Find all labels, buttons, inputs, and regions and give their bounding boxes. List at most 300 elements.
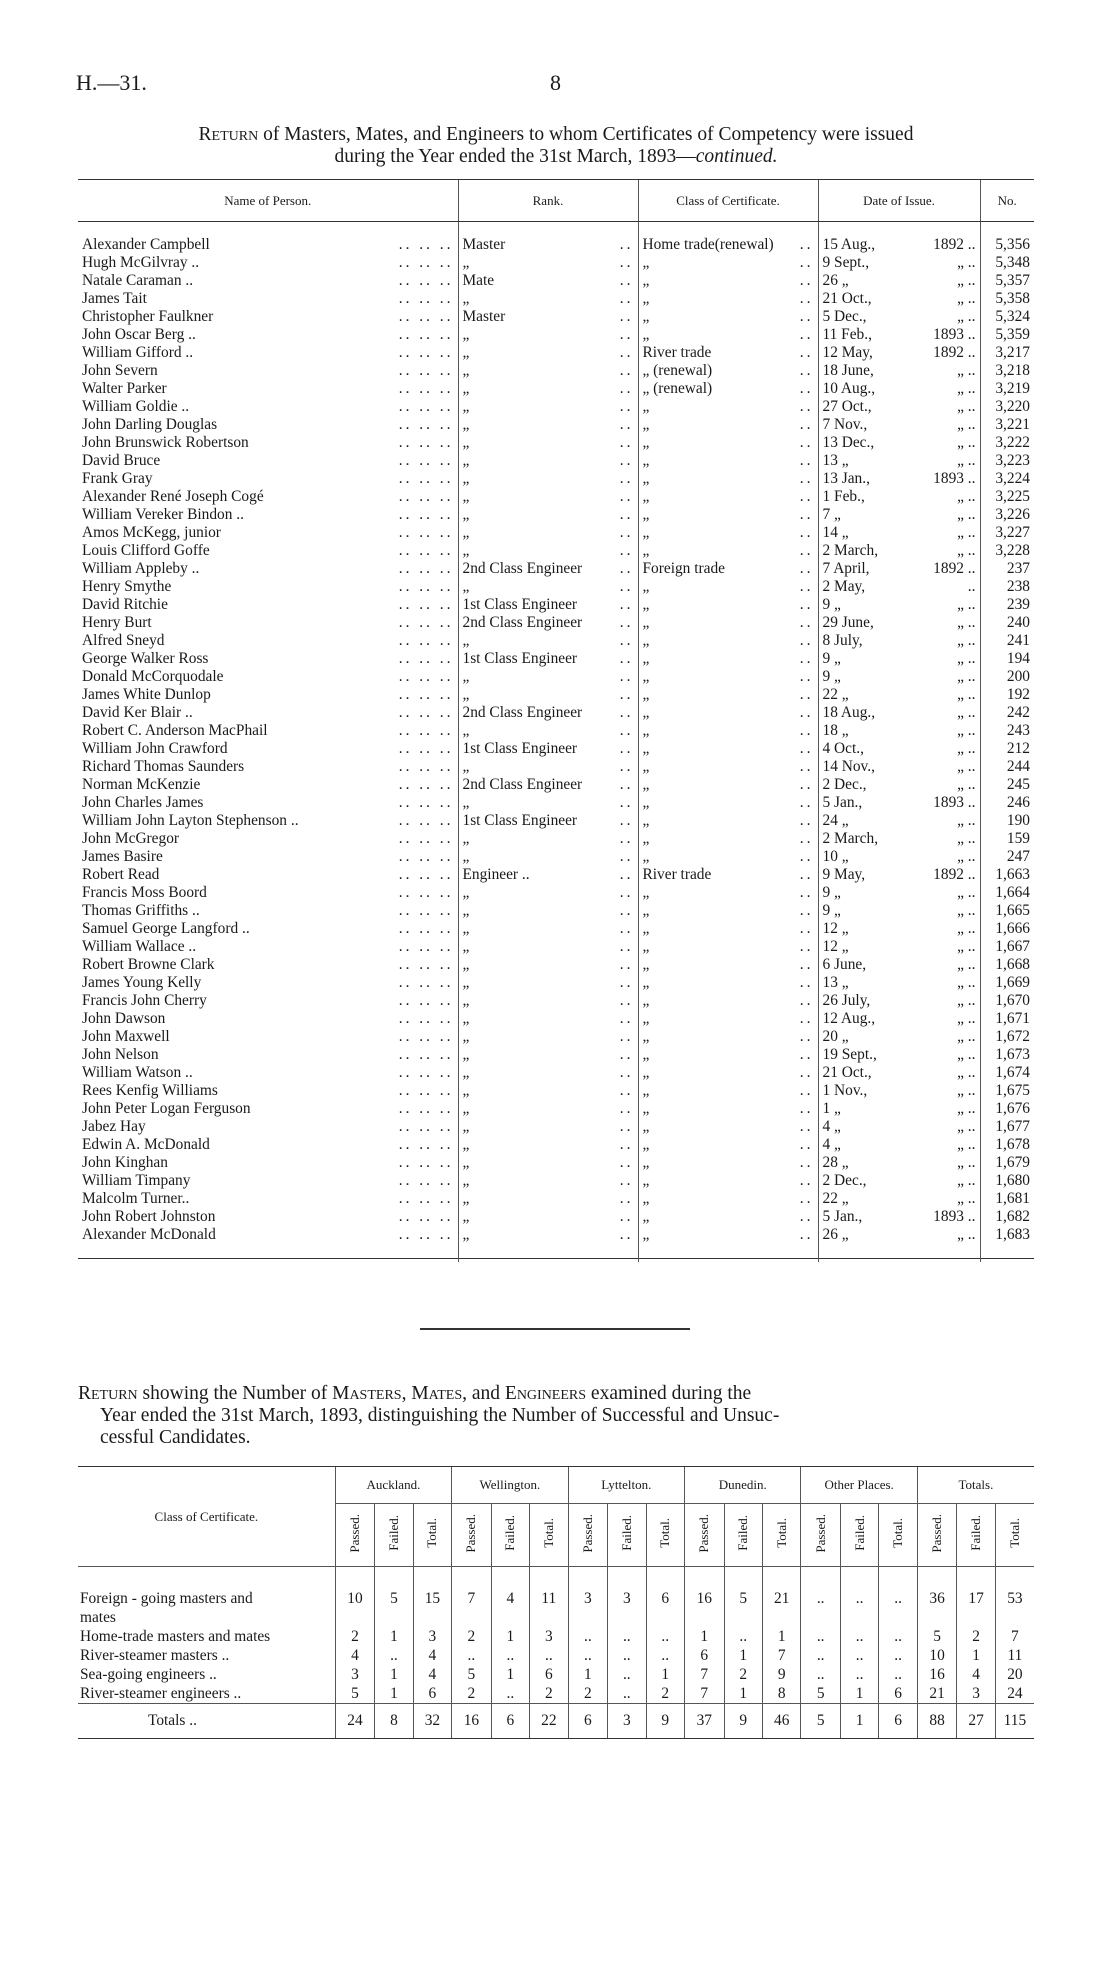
count-cell: 15 — [413, 1589, 451, 1627]
issue-day: 7 „ — [822, 506, 841, 523]
person-name-cell — [78, 866, 458, 884]
issue-year-value: „ — [957, 362, 964, 379]
count-cell: 2 — [724, 1665, 762, 1684]
header-sub — [568, 1504, 607, 1567]
rank-cell — [458, 668, 638, 686]
class-cell — [638, 488, 818, 506]
person-name: William Appleby .. — [82, 560, 200, 577]
issue-day: 6 June, — [822, 956, 867, 973]
header-sub-label: Failed. — [385, 1515, 401, 1551]
class-cell — [638, 1010, 818, 1028]
issue-day: 12 „ — [822, 920, 849, 937]
header-group: Auckland. — [335, 1467, 451, 1504]
rank-cell — [458, 542, 638, 560]
header-sub — [840, 1504, 878, 1567]
certificate-number: 3,224 — [980, 470, 1034, 488]
count-cell: 7 — [995, 1627, 1034, 1646]
leader-dots: .. — [799, 794, 814, 811]
issue-year — [933, 236, 975, 254]
class-cell — [638, 308, 818, 326]
date-cell — [818, 560, 980, 578]
leader-dots: .. — [619, 236, 634, 253]
table-row — [78, 650, 1034, 668]
rank-cell — [458, 1046, 638, 1064]
person-name-cell — [78, 632, 458, 650]
certificate-class: „ — [642, 794, 650, 811]
issue-day: 28 „ — [822, 1154, 849, 1171]
leader-dots: .. — [619, 1226, 634, 1243]
issue-day: 12 May, — [822, 344, 873, 361]
person-name-cell — [78, 938, 458, 956]
count-cell: .. — [879, 1665, 917, 1684]
count-cell: 9 — [762, 1665, 800, 1684]
leader-dots: .. — [799, 1082, 814, 1099]
person-name: John Dawson — [82, 1010, 166, 1027]
certificate-class: „ — [642, 704, 650, 721]
rank: 2nd Class Engineer — [462, 614, 583, 631]
certificate-number: 246 — [980, 794, 1034, 812]
issue-day: 14 Nov., — [822, 758, 875, 775]
certificate-class: „ — [642, 542, 650, 559]
date-cell — [818, 326, 980, 344]
rank-cell — [458, 812, 638, 830]
return2-title: Return showing the Number of Masters, Mates, and Engineers examined during the Year ended the 31st March, 1893, distinguishing the Number of Successful and Unsuc- cessful Candidates. — [78, 1383, 780, 1448]
certificate-number: 3,225 — [980, 488, 1034, 506]
person-name-cell — [78, 560, 458, 578]
issue-day: 13 Jan., — [822, 470, 870, 487]
leader-dots: .. — [799, 1226, 814, 1243]
header-sub — [957, 1504, 995, 1567]
date-cell — [818, 416, 980, 434]
certificate-class: „ — [642, 992, 650, 1009]
table-row — [78, 1046, 1034, 1064]
leader-dots: .. .. .. — [398, 794, 454, 811]
rank: „ — [462, 1046, 470, 1063]
leader-dots: .. .. .. — [398, 1136, 454, 1153]
person-name-cell — [78, 614, 458, 632]
return1-title — [78, 124, 1034, 168]
class-name-cell — [78, 1646, 335, 1665]
person-name: James Tait — [82, 290, 147, 307]
rank: „ — [462, 1226, 470, 1243]
header-sub — [762, 1504, 800, 1567]
leader-dots: .. .. .. — [398, 686, 454, 703]
person-name-cell — [78, 776, 458, 794]
issue-year — [933, 470, 975, 488]
header-sub-label: Failed. — [851, 1515, 867, 1551]
certificate-number: 243 — [980, 722, 1034, 740]
rank: „ — [462, 1136, 470, 1153]
person-name: Jabez Hay — [82, 1118, 146, 1135]
leader-dots: .. — [619, 506, 634, 523]
person-name-cell — [78, 812, 458, 830]
certificate-class: Home trade(renewal) — [642, 236, 774, 253]
certificate-class: „ — [642, 668, 650, 685]
leader-dots: .. — [963, 380, 976, 397]
issue-year — [957, 1136, 975, 1154]
count-cell: 1 — [957, 1646, 995, 1665]
count-cell: .. — [724, 1627, 762, 1646]
rank-cell — [458, 902, 638, 920]
certificate-number: 1,678 — [980, 1136, 1034, 1154]
issue-year — [957, 686, 975, 704]
rank: „ — [462, 974, 470, 991]
table-row — [78, 1226, 1034, 1259]
person-name: Walter Parker — [82, 380, 167, 397]
examinations-body — [78, 1567, 1034, 1739]
certificate-number: 244 — [980, 758, 1034, 776]
issue-year — [957, 290, 975, 308]
count-cell: 5 — [917, 1627, 956, 1646]
spacer-cell — [491, 1567, 529, 1590]
class-cell — [638, 222, 818, 255]
total-cell: 3 — [608, 1704, 646, 1739]
return1-title-lead: Return — [198, 124, 259, 145]
certificate-class: „ — [642, 974, 650, 991]
leader-dots: .. — [799, 236, 814, 253]
header-sub — [917, 1504, 956, 1567]
leader-dots: .. — [799, 1208, 814, 1225]
leader-dots: .. — [799, 722, 814, 739]
table-row — [78, 1154, 1034, 1172]
spacer-cell — [646, 1567, 684, 1590]
issue-year — [957, 704, 975, 722]
person-name: William Gifford .. — [82, 344, 194, 361]
rank-cell — [458, 920, 638, 938]
person-name-cell — [78, 1172, 458, 1190]
table-row — [78, 1010, 1034, 1028]
leader-dots: .. — [963, 1028, 976, 1045]
person-name: Richard Thomas Saunders — [82, 758, 245, 775]
count-cell: 11 — [530, 1589, 568, 1627]
rank: 1st Class Engineer — [462, 596, 578, 613]
person-name-cell — [78, 920, 458, 938]
count-cell: 6 — [685, 1646, 724, 1665]
rank-cell — [458, 578, 638, 596]
issue-year-value: „ — [957, 704, 964, 721]
leader-dots: .. .. .. — [398, 1208, 454, 1225]
issue-year-value: „ — [957, 254, 964, 271]
leader-dots: .. — [799, 506, 814, 523]
table-row — [78, 434, 1034, 452]
leader-dots: .. — [619, 308, 634, 325]
certificate-class: „ — [642, 902, 650, 919]
total-cell: 88 — [917, 1704, 956, 1739]
issue-year-value: 1893 — [933, 326, 964, 343]
issue-year — [957, 938, 975, 956]
issue-year — [957, 380, 975, 398]
issue-day: 9 May, — [822, 866, 866, 883]
header-sub-label: Passed. — [579, 1513, 595, 1553]
certificate-number: 239 — [980, 596, 1034, 614]
certificate-class: „ — [642, 1136, 650, 1153]
person-name: Francis Moss Boord — [82, 884, 207, 901]
leader-dots: .. — [799, 920, 814, 937]
date-cell — [818, 902, 980, 920]
date-cell — [818, 614, 980, 632]
table-row — [78, 1208, 1034, 1226]
person-name-cell — [78, 506, 458, 524]
count-cell: 11 — [995, 1646, 1034, 1665]
leader-dots: .. — [963, 488, 976, 505]
certificate-class: „ — [642, 1190, 650, 1207]
table-row — [78, 992, 1034, 1010]
issue-year-value: „ — [957, 614, 964, 631]
issue-year — [957, 1010, 975, 1028]
certificate-number: 1,667 — [980, 938, 1034, 956]
count-cell: .. — [452, 1646, 491, 1665]
leader-dots: .. — [799, 812, 814, 829]
date-cell — [818, 686, 980, 704]
certificate-number: 190 — [980, 812, 1034, 830]
totals-label: Totals .. — [78, 1704, 335, 1739]
certificate-number: 1,675 — [980, 1082, 1034, 1100]
leader-dots: .. .. .. — [398, 974, 454, 991]
certificate-number: 1,665 — [980, 902, 1034, 920]
rank: 2nd Class Engineer — [462, 776, 583, 793]
leader-dots: .. — [963, 776, 976, 793]
leader-dots: .. .. .. — [398, 326, 454, 343]
certificate-class: „ — [642, 812, 650, 829]
class-cell — [638, 1064, 818, 1082]
leader-dots: .. — [963, 794, 976, 811]
count-cell: 1 — [568, 1665, 607, 1684]
leader-dots: .. — [619, 1064, 634, 1081]
rank: 2nd Class Engineer — [462, 704, 583, 721]
issue-year-value: „ — [957, 1190, 964, 1207]
count-cell: 3 — [413, 1627, 451, 1646]
date-cell — [818, 956, 980, 974]
leader-dots: .. — [799, 1064, 814, 1081]
person-name-cell — [78, 434, 458, 452]
header-sub-label: Total. — [890, 1518, 906, 1548]
date-cell — [818, 758, 980, 776]
leader-dots: .. .. .. — [398, 812, 454, 829]
issue-year — [957, 668, 975, 686]
leader-dots: .. .. .. — [398, 380, 454, 397]
leader-dots: .. — [963, 938, 976, 955]
table-row — [78, 794, 1034, 812]
leader-dots: .. .. .. — [398, 956, 454, 973]
header-group: Other Places. — [801, 1467, 917, 1504]
rank-cell — [458, 758, 638, 776]
rank-cell — [458, 1118, 638, 1136]
person-name: Louis Clifford Goffe — [82, 542, 210, 559]
leader-dots: .. — [619, 632, 634, 649]
certificate-class: „ — [642, 884, 650, 901]
spacer-cell — [413, 1567, 451, 1590]
total-cell: 37 — [685, 1704, 724, 1739]
count-cell: 36 — [917, 1589, 956, 1627]
spacer-row — [78, 1567, 1034, 1590]
person-name: William John Layton Stephenson .. — [82, 812, 299, 829]
table-row — [78, 776, 1034, 794]
leader-dots: .. .. .. — [398, 578, 454, 595]
certificate-class: „ — [642, 398, 650, 415]
date-cell — [818, 506, 980, 524]
count-cell: .. — [801, 1589, 840, 1627]
issue-year-value: „ — [957, 380, 964, 397]
count-cell: 3 — [335, 1665, 374, 1684]
class-cell — [638, 1136, 818, 1154]
date-cell — [818, 398, 980, 416]
header-no: No. — [980, 180, 1034, 222]
class-name-cell — [78, 1589, 335, 1627]
leader-dots: .. — [619, 686, 634, 703]
person-name-cell — [78, 758, 458, 776]
certificate-class: „ — [642, 776, 650, 793]
leader-dots: .. — [799, 614, 814, 631]
count-cell: 1 — [375, 1684, 413, 1704]
header-sub-label: Passed. — [812, 1513, 828, 1553]
rank: „ — [462, 1154, 470, 1171]
person-name: William Timpany — [82, 1172, 191, 1189]
certificate-class: Foreign trade — [642, 560, 725, 577]
header-group: Lyttelton. — [568, 1467, 684, 1504]
table-row — [78, 326, 1034, 344]
person-name-cell — [78, 1118, 458, 1136]
certificate-number: 3,226 — [980, 506, 1034, 524]
leader-dots: .. — [619, 776, 634, 793]
count-cell: .. — [568, 1627, 607, 1646]
date-cell — [818, 254, 980, 272]
issue-day: 12 „ — [822, 938, 849, 955]
certificate-number: 3,223 — [980, 452, 1034, 470]
person-name-cell — [78, 416, 458, 434]
rank: „ — [462, 1190, 470, 1207]
rank: „ — [462, 632, 470, 649]
leader-dots: .. — [963, 650, 976, 667]
leader-dots: .. .. .. — [398, 1118, 454, 1135]
issue-day: 1 Feb., — [822, 488, 865, 505]
certificate-class: „ — [642, 506, 650, 523]
leader-dots: .. .. .. — [398, 668, 454, 685]
table-row — [78, 1100, 1034, 1118]
count-cell: 1 — [762, 1627, 800, 1646]
table-row — [78, 1172, 1034, 1190]
certificate-number: 1,673 — [980, 1046, 1034, 1064]
leader-dots: .. — [799, 686, 814, 703]
person-name: John Severn — [82, 362, 158, 379]
person-name-cell — [78, 722, 458, 740]
date-cell — [818, 362, 980, 380]
leader-dots: .. — [799, 578, 814, 595]
leader-dots: .. — [963, 362, 976, 379]
date-cell — [818, 1172, 980, 1190]
certificate-class: „ (renewal) — [642, 362, 713, 379]
rank: „ — [462, 542, 470, 559]
class-name-cont: mates — [80, 1609, 116, 1626]
date-cell — [818, 542, 980, 560]
leader-dots: .. — [799, 542, 814, 559]
certificate-class: „ — [642, 758, 650, 775]
leader-dots: .. — [799, 632, 814, 649]
table-row — [78, 416, 1034, 434]
count-cell: .. — [840, 1665, 878, 1684]
certificate-class: „ — [642, 938, 650, 955]
header-sub — [995, 1504, 1034, 1567]
class-cell — [638, 272, 818, 290]
leader-dots: .. — [619, 920, 634, 937]
leader-dots: .. — [799, 830, 814, 847]
leader-dots: .. — [963, 1208, 976, 1225]
header-sub-label: Passed. — [696, 1513, 712, 1553]
person-name: Donald McCorquodale — [82, 668, 224, 685]
person-name: William Vereker Bindon .. — [82, 506, 244, 523]
count-cell: 4 — [413, 1665, 451, 1684]
leader-dots: .. — [799, 848, 814, 865]
count-cell: 4 — [491, 1589, 529, 1627]
issue-day: 4 Oct., — [822, 740, 864, 757]
count-cell: .. — [801, 1646, 840, 1665]
issue-year-value: 1893 — [933, 794, 964, 811]
count-cell: .. — [801, 1627, 840, 1646]
class-cell — [638, 884, 818, 902]
leader-dots: .. — [619, 380, 634, 397]
rank: „ — [462, 506, 470, 523]
date-cell — [818, 704, 980, 722]
leader-dots: .. .. .. — [398, 614, 454, 631]
certificate-number: 3,227 — [980, 524, 1034, 542]
issue-year-value: „ — [957, 722, 964, 739]
leader-dots: .. — [619, 902, 634, 919]
leader-dots: .. — [963, 686, 976, 703]
class-name-cell — [78, 1627, 335, 1646]
table-row — [78, 1646, 1034, 1665]
certificate-class: „ — [642, 434, 650, 451]
spacer-cell — [568, 1567, 607, 1590]
rank-cell — [458, 434, 638, 452]
leader-dots: .. — [963, 344, 976, 361]
count-cell: 2 — [957, 1627, 995, 1646]
issue-year — [957, 1190, 975, 1208]
issue-day: 18 Aug., — [822, 704, 876, 721]
total-cell: 9 — [724, 1704, 762, 1739]
count-cell: .. — [608, 1646, 646, 1665]
date-cell — [818, 470, 980, 488]
table-row — [78, 290, 1034, 308]
issue-year-value: „ — [957, 902, 964, 919]
leader-dots: .. — [963, 308, 976, 325]
header-group: Dunedin. — [685, 1467, 801, 1504]
rank: „ — [462, 398, 470, 415]
spacer-cell — [452, 1567, 491, 1590]
certificate-class: „ — [642, 920, 650, 937]
issue-day: 24 „ — [822, 812, 849, 829]
person-name: Rees Kenfig Williams — [82, 1082, 218, 1099]
rank-cell — [458, 866, 638, 884]
class-cell — [638, 704, 818, 722]
table-row — [78, 272, 1034, 290]
person-name: Francis John Cherry — [82, 992, 207, 1009]
count-cell: 6 — [530, 1665, 568, 1684]
leader-dots: .. — [619, 398, 634, 415]
total-cell: 46 — [762, 1704, 800, 1739]
leader-dots: .. — [619, 290, 634, 307]
person-name: John Kinghan — [82, 1154, 168, 1171]
rank-cell — [458, 956, 638, 974]
date-cell — [818, 488, 980, 506]
certificate-class: „ — [642, 1100, 650, 1117]
issue-day: 1 „ — [822, 1100, 841, 1117]
leader-dots: .. .. .. — [398, 722, 454, 739]
class-cell — [638, 632, 818, 650]
person-name: David Bruce — [82, 452, 161, 469]
leader-dots: .. — [619, 704, 634, 721]
table-row — [78, 452, 1034, 470]
certificate-class: „ — [642, 1154, 650, 1171]
certificate-class: „ — [642, 1208, 650, 1225]
